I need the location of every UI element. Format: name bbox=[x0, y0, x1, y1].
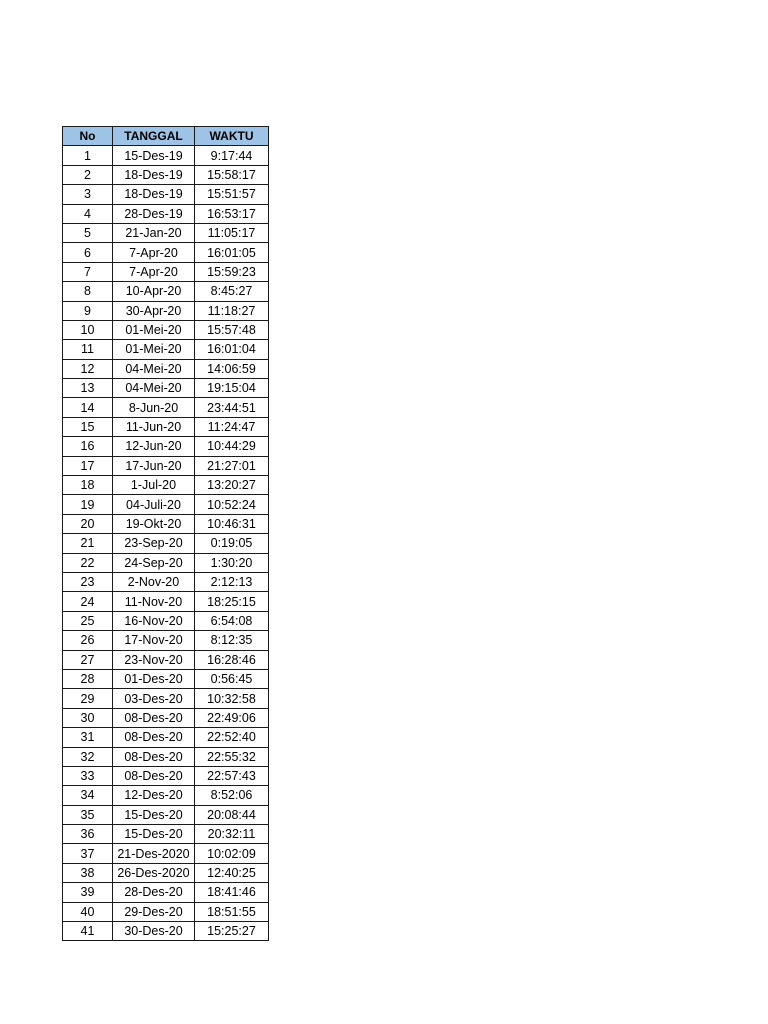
table-row bbox=[63, 301, 269, 320]
table-row bbox=[63, 495, 269, 514]
cell-tanggal: 15-Des-20 bbox=[113, 805, 195, 824]
cell-tanggal: 19-Okt-20 bbox=[113, 514, 195, 533]
cell-waktu: 15:25:27 bbox=[195, 922, 269, 941]
cell-tanggal: 7-Apr-20 bbox=[113, 243, 195, 262]
cell-no: 18 bbox=[63, 476, 113, 495]
table-row bbox=[63, 553, 269, 572]
cell-no: 34 bbox=[63, 786, 113, 805]
table-row bbox=[63, 146, 269, 165]
cell-tanggal: 17-Nov-20 bbox=[113, 631, 195, 650]
cell-no: 3 bbox=[63, 185, 113, 204]
cell-tanggal: 16-Nov-20 bbox=[113, 611, 195, 630]
cell-tanggal: 18-Des-19 bbox=[113, 165, 195, 184]
cell-no: 27 bbox=[63, 650, 113, 669]
cell-waktu: 10:44:29 bbox=[195, 437, 269, 456]
cell-no: 32 bbox=[63, 747, 113, 766]
cell-waktu: 20:08:44 bbox=[195, 805, 269, 824]
cell-waktu: 15:59:23 bbox=[195, 262, 269, 281]
cell-no: 31 bbox=[63, 728, 113, 747]
cell-tanggal: 23-Nov-20 bbox=[113, 650, 195, 669]
cell-waktu: 18:41:46 bbox=[195, 883, 269, 902]
cell-tanggal: 26-Des-2020 bbox=[113, 863, 195, 882]
table-row bbox=[63, 437, 269, 456]
cell-no: 14 bbox=[63, 398, 113, 417]
cell-no: 10 bbox=[63, 320, 113, 339]
cell-no: 25 bbox=[63, 611, 113, 630]
table-row bbox=[63, 185, 269, 204]
cell-waktu: 11:24:47 bbox=[195, 417, 269, 436]
cell-waktu: 10:02:09 bbox=[195, 844, 269, 863]
cell-waktu: 12:40:25 bbox=[195, 863, 269, 882]
cell-waktu: 16:01:05 bbox=[195, 243, 269, 262]
header-no: No bbox=[63, 127, 113, 146]
cell-waktu: 19:15:04 bbox=[195, 379, 269, 398]
cell-tanggal: 11-Jun-20 bbox=[113, 417, 195, 436]
table-row bbox=[63, 204, 269, 223]
table-row bbox=[63, 534, 269, 553]
table-row bbox=[63, 243, 269, 262]
cell-tanggal: 21-Jan-20 bbox=[113, 223, 195, 242]
cell-no: 21 bbox=[63, 534, 113, 553]
cell-tanggal: 08-Des-20 bbox=[113, 766, 195, 785]
cell-no: 11 bbox=[63, 340, 113, 359]
table-row bbox=[63, 922, 269, 941]
table-row bbox=[63, 805, 269, 824]
cell-tanggal: 12-Jun-20 bbox=[113, 437, 195, 456]
cell-tanggal: 04-Mei-20 bbox=[113, 379, 195, 398]
cell-waktu: 22:52:40 bbox=[195, 728, 269, 747]
cell-no: 5 bbox=[63, 223, 113, 242]
cell-tanggal: 15-Des-20 bbox=[113, 825, 195, 844]
cell-no: 19 bbox=[63, 495, 113, 514]
cell-waktu: 10:32:58 bbox=[195, 689, 269, 708]
cell-no: 28 bbox=[63, 669, 113, 688]
table-row bbox=[63, 514, 269, 533]
cell-waktu: 10:52:24 bbox=[195, 495, 269, 514]
table-row bbox=[63, 863, 269, 882]
cell-waktu: 8:52:06 bbox=[195, 786, 269, 805]
cell-no: 6 bbox=[63, 243, 113, 262]
cell-tanggal: 30-Des-20 bbox=[113, 922, 195, 941]
table-row bbox=[63, 766, 269, 785]
cell-tanggal: 24-Sep-20 bbox=[113, 553, 195, 572]
table-row bbox=[63, 572, 269, 591]
table-row bbox=[63, 476, 269, 495]
cell-no: 22 bbox=[63, 553, 113, 572]
cell-no: 36 bbox=[63, 825, 113, 844]
cell-tanggal: 08-Des-20 bbox=[113, 708, 195, 727]
cell-waktu: 22:49:06 bbox=[195, 708, 269, 727]
cell-waktu: 1:30:20 bbox=[195, 553, 269, 572]
table-row bbox=[63, 844, 269, 863]
cell-tanggal: 04-Juli-20 bbox=[113, 495, 195, 514]
cell-waktu: 22:57:43 bbox=[195, 766, 269, 785]
cell-no: 20 bbox=[63, 514, 113, 533]
cell-waktu: 15:51:57 bbox=[195, 185, 269, 204]
cell-tanggal: 03-Des-20 bbox=[113, 689, 195, 708]
cell-tanggal: 18-Des-19 bbox=[113, 185, 195, 204]
cell-waktu: 14:06:59 bbox=[195, 359, 269, 378]
table-row bbox=[63, 282, 269, 301]
cell-waktu: 8:45:27 bbox=[195, 282, 269, 301]
cell-tanggal: 15-Des-19 bbox=[113, 146, 195, 165]
table-row bbox=[63, 883, 269, 902]
cell-tanggal: 21-Des-2020 bbox=[113, 844, 195, 863]
cell-no: 24 bbox=[63, 592, 113, 611]
table-row bbox=[63, 223, 269, 242]
cell-tanggal: 10-Apr-20 bbox=[113, 282, 195, 301]
table-row bbox=[63, 611, 269, 630]
cell-waktu: 22:55:32 bbox=[195, 747, 269, 766]
cell-waktu: 18:51:55 bbox=[195, 902, 269, 921]
cell-no: 8 bbox=[63, 282, 113, 301]
table-row bbox=[63, 708, 269, 727]
table-header bbox=[63, 127, 269, 146]
cell-no: 29 bbox=[63, 689, 113, 708]
cell-tanggal: 1-Jul-20 bbox=[113, 476, 195, 495]
cell-waktu: 0:19:05 bbox=[195, 534, 269, 553]
table-row bbox=[63, 262, 269, 281]
cell-tanggal: 8-Jun-20 bbox=[113, 398, 195, 417]
cell-no: 39 bbox=[63, 883, 113, 902]
cell-waktu: 15:57:48 bbox=[195, 320, 269, 339]
cell-waktu: 10:46:31 bbox=[195, 514, 269, 533]
cell-tanggal: 01-Des-20 bbox=[113, 669, 195, 688]
cell-waktu: 15:58:17 bbox=[195, 165, 269, 184]
cell-waktu: 16:01:04 bbox=[195, 340, 269, 359]
cell-waktu: 16:53:17 bbox=[195, 204, 269, 223]
table-row bbox=[63, 728, 269, 747]
table-row bbox=[63, 902, 269, 921]
table-row bbox=[63, 320, 269, 339]
cell-no: 40 bbox=[63, 902, 113, 921]
cell-no: 33 bbox=[63, 766, 113, 785]
cell-waktu: 9:17:44 bbox=[195, 146, 269, 165]
table-row bbox=[63, 456, 269, 475]
table-row bbox=[63, 786, 269, 805]
cell-no: 23 bbox=[63, 572, 113, 591]
cell-no: 26 bbox=[63, 631, 113, 650]
cell-no: 17 bbox=[63, 456, 113, 475]
cell-tanggal: 28-Des-20 bbox=[113, 883, 195, 902]
header-waktu: WAKTU bbox=[195, 127, 269, 146]
cell-waktu: 21:27:01 bbox=[195, 456, 269, 475]
cell-tanggal: 01-Mei-20 bbox=[113, 320, 195, 339]
cell-tanggal: 11-Nov-20 bbox=[113, 592, 195, 611]
cell-tanggal: 12-Des-20 bbox=[113, 786, 195, 805]
cell-waktu: 2:12:13 bbox=[195, 572, 269, 591]
table-row bbox=[63, 631, 269, 650]
table-row bbox=[63, 650, 269, 669]
cell-tanggal: 28-Des-19 bbox=[113, 204, 195, 223]
cell-waktu: 13:20:27 bbox=[195, 476, 269, 495]
cell-waktu: 0:56:45 bbox=[195, 669, 269, 688]
cell-waktu: 23:44:51 bbox=[195, 398, 269, 417]
table-row bbox=[63, 689, 269, 708]
cell-waktu: 18:25:15 bbox=[195, 592, 269, 611]
cell-no: 35 bbox=[63, 805, 113, 824]
cell-tanggal: 23-Sep-20 bbox=[113, 534, 195, 553]
cell-tanggal: 2-Nov-20 bbox=[113, 572, 195, 591]
cell-no: 4 bbox=[63, 204, 113, 223]
cell-tanggal: 29-Des-20 bbox=[113, 902, 195, 921]
cell-waktu: 8:12:35 bbox=[195, 631, 269, 650]
cell-no: 2 bbox=[63, 165, 113, 184]
cell-waktu: 20:32:11 bbox=[195, 825, 269, 844]
cell-waktu: 6:54:08 bbox=[195, 611, 269, 630]
cell-no: 38 bbox=[63, 863, 113, 882]
cell-waktu: 11:05:17 bbox=[195, 223, 269, 242]
cell-no: 15 bbox=[63, 417, 113, 436]
cell-waktu: 16:28:46 bbox=[195, 650, 269, 669]
cell-tanggal: 04-Mei-20 bbox=[113, 359, 195, 378]
cell-no: 7 bbox=[63, 262, 113, 281]
table-row bbox=[63, 398, 269, 417]
cell-no: 13 bbox=[63, 379, 113, 398]
cell-no: 41 bbox=[63, 922, 113, 941]
cell-no: 12 bbox=[63, 359, 113, 378]
table-row bbox=[63, 340, 269, 359]
cell-tanggal: 08-Des-20 bbox=[113, 728, 195, 747]
header-row bbox=[63, 127, 269, 146]
cell-no: 1 bbox=[63, 146, 113, 165]
cell-no: 9 bbox=[63, 301, 113, 320]
cell-tanggal: 08-Des-20 bbox=[113, 747, 195, 766]
table-row bbox=[63, 747, 269, 766]
table-row bbox=[63, 359, 269, 378]
table-row bbox=[63, 592, 269, 611]
cell-tanggal: 7-Apr-20 bbox=[113, 262, 195, 281]
table-row bbox=[63, 417, 269, 436]
table-row bbox=[63, 165, 269, 184]
table-body bbox=[63, 146, 269, 941]
cell-no: 16 bbox=[63, 437, 113, 456]
cell-no: 30 bbox=[63, 708, 113, 727]
cell-tanggal: 30-Apr-20 bbox=[113, 301, 195, 320]
header-tanggal: TANGGAL bbox=[113, 127, 195, 146]
cell-tanggal: 01-Mei-20 bbox=[113, 340, 195, 359]
cell-waktu: 11:18:27 bbox=[195, 301, 269, 320]
cell-no: 37 bbox=[63, 844, 113, 863]
cell-tanggal: 17-Jun-20 bbox=[113, 456, 195, 475]
data-table bbox=[62, 126, 269, 941]
table-row bbox=[63, 379, 269, 398]
table-row bbox=[63, 825, 269, 844]
table-row bbox=[63, 669, 269, 688]
